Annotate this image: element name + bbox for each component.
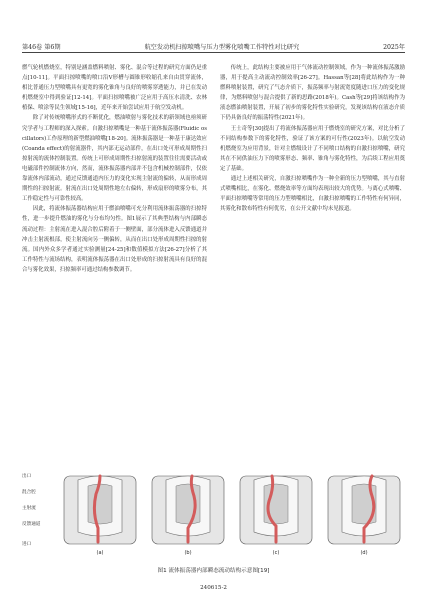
oscillator-diagram xyxy=(58,472,142,548)
label-outlet: 出口 xyxy=(22,474,32,479)
left-column xyxy=(22,63,207,275)
header-rule xyxy=(22,52,405,53)
oscillator-diagram xyxy=(234,472,318,548)
oscillator-diagram xyxy=(322,472,406,548)
oscillator-diagram xyxy=(146,472,230,548)
journal-title: 航空发动机扫掠喷嘴与压力型雾化喷嘴工作特性对比研究 xyxy=(144,44,300,51)
paragraph: 燃气轮机燃烧室，特别是涵盖燃料喷射、雾化、混合等过程的研究方面仍是重点[10-11]。平面扫掠喷嘴的喷口沿V形槽与圆锥形收缩孔来自由贯穿流体，相比普通压力型喷嘴具有更宽的雾化锥角与良好的喷雾穿透能力，并已在发动机燃烧室中得到验证[12-14]。平面扫掠喷嘴被广泛应用于高压水清洗、农林植保、喷涂等民生领域[15-16]，近年来开始尝试应用于航空发动机。 xyxy=(22,65,207,112)
panel-tag: (d) xyxy=(360,550,368,556)
figure-labels xyxy=(22,470,54,562)
paragraph: 传统上，此结构主要被应用于气体流动控制领域，作为一种流体振荡激励器，用于提高主动流动控制效率[26-27]。Hassan等[28]将此结构作为一种燃料喷射装置，研究了气态介质下，振荡频率与射流宽度随进口压力的变化规律，为燃料喷射与混合提供了新的思路(2018年)。Cash等[29]将该结构作为液态燃油喷射装置，开展了初步的雾化特性实验研究，发现该结构在液态介质下仍具备良好的振荡特性(2021年)。 xyxy=(220,65,405,122)
paragraph: 因此，将流体振荡器结构应用于燃油喷嘴可充分利用流体振荡器的扫掠特性，进一步提升燃油的雾化与分布均匀性。图1展示了其典型结构与内部瞬态流动过程：主射流在进入混合腔后附着于一侧壁面，部分流体进入反馈通道并冲击主射流根部，使主射流向另一侧偏转，从而在出口处形成周期性扫掠的射流。国内外众多学者通过实验测量[24-25]和数值模拟方法[26-27]分析了其工作特性与流场结构，表明流体振荡器在出口处形成的扫掠射流具有良好的混合与雾化效果，扫掠频率可通过结构参数调节。 xyxy=(22,206,207,273)
panel-b xyxy=(146,472,230,554)
panel-a xyxy=(58,472,142,554)
panel-tag: (b) xyxy=(184,550,192,556)
volume-issue: 第46卷 第6期 xyxy=(22,44,61,51)
label-inlet: 进口 xyxy=(22,542,32,547)
paragraph: 除了对传统喷嘴形式的不断优化，燃油喷射与雾化技术的新领域也亟须研究学者与工程师的深入探索。自激扫掠喷嘴是一种基于流体振荡器(Fluidic oscillators)工作原理的新型燃油喷嘴[18-20]。流体振荡器是一种基于康达效应(Coanda effect)的射流器件，其内部无运动部件，在出口处可形成周期性扫掠射流的流体控制装置。传统上可形成周期性扫掠射流的装置往往需要活动或电磁部件控制流体方向，然而，流体振荡器内部并不包含机械控制部件，仅依靠流体内部流动，通过反馈通道内压力的变化实现主射流的偏转，从而形成周期性的扫掠射流。射流在出口处周期性地左右偏转，形成扇形的喷雾分布，其工作稳定性与可靠性较高。 xyxy=(22,115,208,203)
panel-c xyxy=(234,472,318,554)
right-column xyxy=(220,63,405,214)
label-main-jet: 主射流 xyxy=(22,506,36,511)
running-header xyxy=(22,42,405,51)
label-mixing-chamber: 混合腔 xyxy=(22,490,36,495)
panel-tag: (c) xyxy=(272,550,280,556)
paragraph: 王士奇等[30]提出了将流体振荡器应用于燃烧室的研究方案，对比分析了不同结构参数下的雾化特性，验证了该方案的可行性(2023年)。以航空发动机燃烧室为应用背景，针对主燃级设计了不同喷口结构的自激扫掠喷嘴，研究其在不同供油压力下的喷雾形态、频率、锥角与雾化特性，为后续工程应用奠定了基础。 xyxy=(220,125,405,172)
label-feedback-channel: 反馈通道 xyxy=(22,522,41,527)
paragraph: 通过上述相关研究，自激扫掠喷嘴作为一种全新的压力型喷嘴，其与直射式喷嘴相比，在雾化、燃烧效率等方面均表现出较大的优势。与离心式喷嘴、平面扫掠喷嘴等常用的压力型喷嘴相比，自激扫掠喷嘴的工作特性有何异同，其雾化和散布特性有何优劣，在公开文献中均未见报道。 xyxy=(220,176,405,213)
panel-tag: (a) xyxy=(96,550,104,556)
figure-caption: 图1 流体振荡器内部瞬态流动结构示意图[19] xyxy=(157,568,270,574)
page-number: 240615-2 xyxy=(200,585,227,591)
year: 2025年 xyxy=(383,44,405,51)
figure-1 xyxy=(22,470,405,562)
panel-d xyxy=(322,472,406,554)
